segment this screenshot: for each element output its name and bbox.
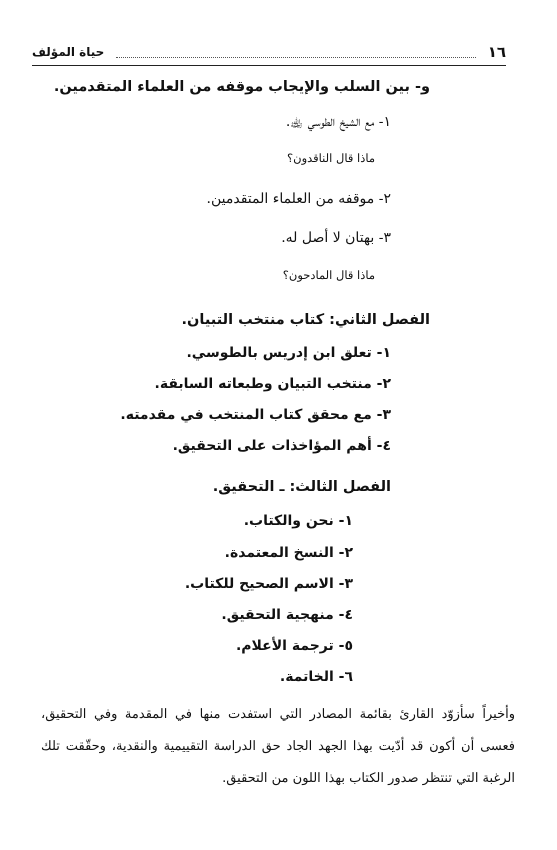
list-item: ٣- الاسم الصحيح للكتاب. (184, 576, 353, 592)
list-item: ٤- أهم المؤاخذات على التحقيق. (172, 438, 391, 454)
running-title: حياة المؤلف (32, 45, 105, 59)
list-item: ٤- منهجية التحقيق. (221, 607, 353, 623)
chapter-heading: الفصل الثاني: كتاب منتخب التبيان. (181, 312, 430, 328)
list-item: ٦- الخاتمة. (279, 669, 353, 685)
list-item: ٥- ترجمة الأعلام. (235, 638, 353, 654)
list-item: ٢- منتخب التبيان وطبعاته السابقة. (154, 376, 391, 392)
list-item: ٢- النسخ المعتمدة. (224, 545, 353, 561)
page-number: ١٦ (487, 43, 506, 61)
list-item: ١- تعلق ابن إدريس بالطوسي. (186, 345, 391, 361)
subheading: ماذا قال الناقدون؟ (287, 151, 375, 165)
paragraph-text: وأخيراً سأزوّد القارئ بقائمة المصادر التي استفدت منها في المقدمة وفي التحقيق، فعسى أن أكون قد أدّيت بهذا الجهد الجاد حق الدراسة التقييمية والنقدية، وحقّقت تلك الرغبة التي تنتظر صدور الكتاب بهذا اللون من التحقيق. (41, 707, 515, 786)
list-item: ١- مع الشيخ الطوسي ﵀. (285, 114, 391, 130)
list-item: ٣- بهتان لا أصل له. (281, 230, 391, 246)
section-heading: و- بين السلب والإيجاب موقفه من العلماء المتقدمين. (53, 79, 430, 95)
chapter-heading: الفصل الثالث: ـ التحقيق. (212, 479, 391, 495)
closing-paragraph (41, 699, 515, 795)
header-dotted-leader (116, 57, 476, 58)
list-item: ٢- موقفه من العلماء المتقدمين. (206, 191, 391, 207)
page-header (32, 43, 506, 66)
list-item: ٣- مع محقق كتاب المنتخب في مقدمته. (120, 407, 391, 423)
list-item: ١- نحن والكتاب. (243, 513, 353, 529)
subheading: ماذا قال المادحون؟ (282, 268, 375, 282)
